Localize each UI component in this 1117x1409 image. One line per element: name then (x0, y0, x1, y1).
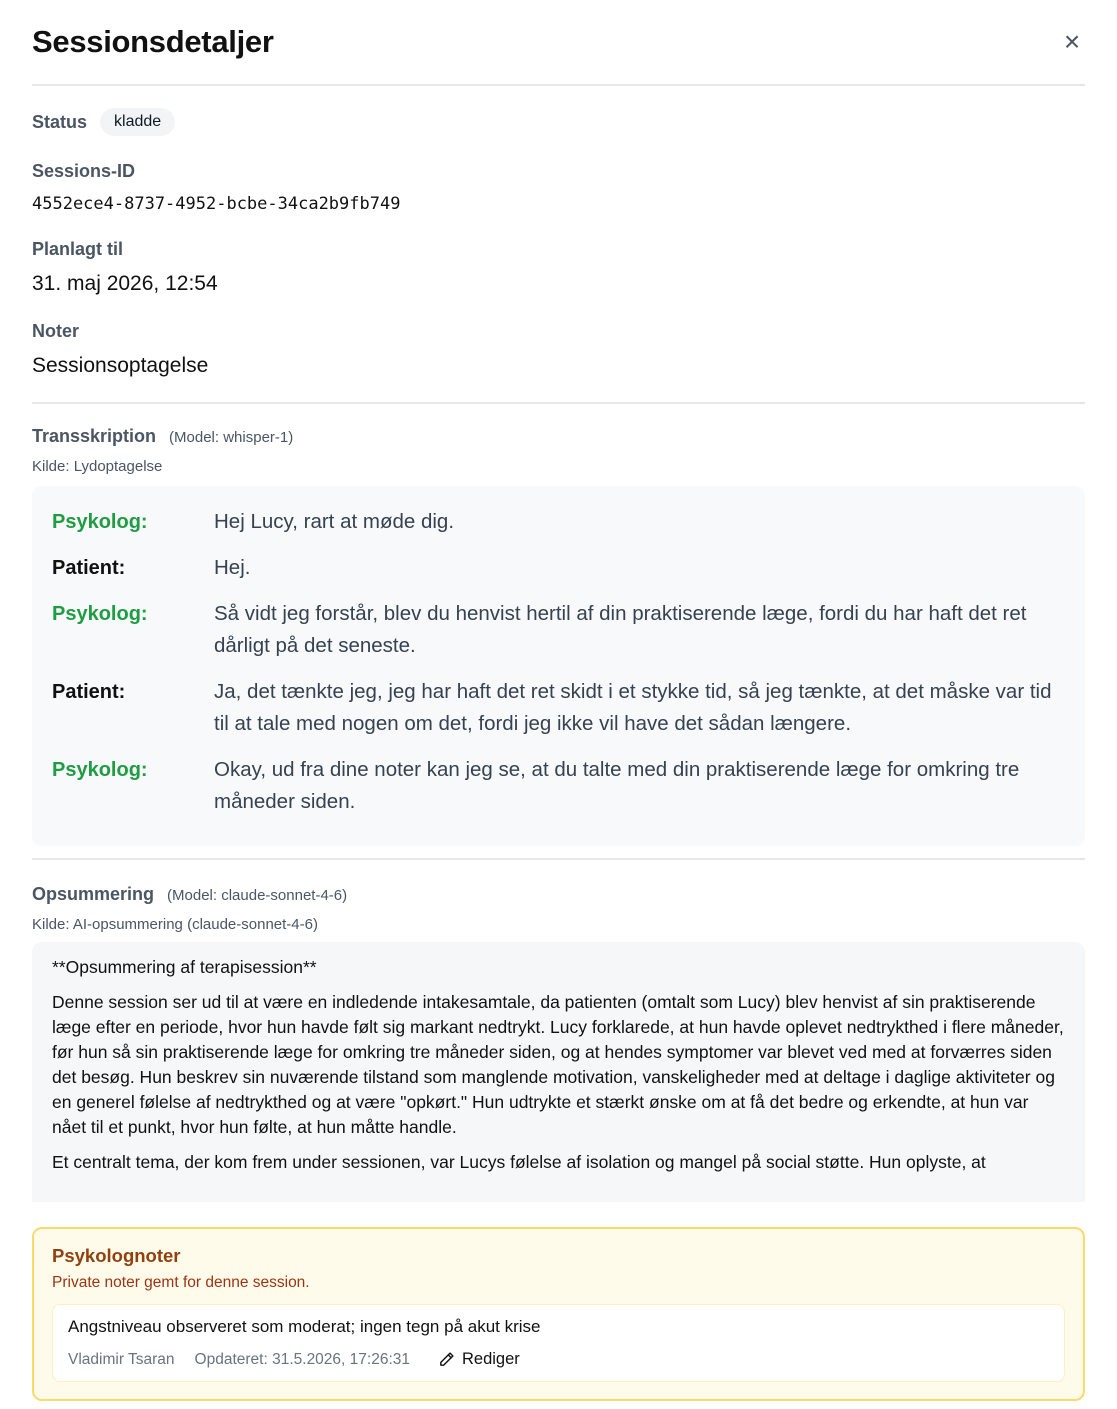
status-field (32, 108, 1085, 136)
speaker-label: Psykolog: (52, 759, 148, 781)
transcription-title: Transskription (32, 426, 157, 446)
transcript-turn (52, 754, 1065, 818)
speaker-label: Psykolog: (52, 511, 148, 533)
note-meta (68, 1350, 1049, 1369)
dialog-title: Sessionsdetaljer (32, 24, 274, 59)
utterance-text: Så vidt jeg forstår, blev du henvist hertil af din praktiserende læge, fordi du har haft det ret dårligt på det seneste. (214, 602, 1027, 657)
status-badge: kladde (100, 108, 175, 136)
note-card (52, 1304, 1065, 1382)
transcript-box (32, 486, 1085, 846)
notes-field (32, 321, 1085, 378)
summary-paragraph: Denne session ser ud til at være en indledende intakesamtale, da patienten (omtalt som Lucy) blev henvist af sin praktiserende læge efter en periode, hvor hun havde følt sig markant nedtrykt. Lucy forklarede, at hun havde oplevet nedtrykthed i flere måneder, før hun så sin praktiserende læge for omkring tre måneder siden, og at hendes symptomer var blevet ved med at forværres siden det besøg. Hun beskrev sin nuværende tilstand som manglende motivation, vanskeligheder med at deltage i daglige aktiviteter og en generel følelse af nedtrykthed og at være "opkørt." Hun udtrykte et stærkt ønske om at få det bedre og erkendte, at hun var nået til et punkt, hvor hun følte, at hun måtte handle. (52, 992, 1064, 1137)
psychologist-notes-subtitle: Private noter gemt for denne session. (52, 1274, 310, 1291)
utterance-text: Hej. (214, 556, 251, 579)
summary-box[interactable] (32, 942, 1085, 1202)
summary-paragraph: Et centralt tema, der kom frem under sessionen, var Lucys følelse af isolation og mangel på social støtte. Hun oplyste, at (52, 1152, 986, 1172)
utterance-text: Ja, det tænkte jeg, jeg har haft det ret skidt i et stykke tid, så jeg tænkte, at det måske var tid til at tale med nogen om det, fordi jeg ikke vil have det sådan længere. (214, 680, 1052, 735)
transcript-turn (52, 598, 1065, 662)
speaker-label: Patient: (52, 681, 126, 703)
pencil-icon (438, 1351, 455, 1368)
session-id-value: 4552ece4-8737-4952-bcbe-34ca2b9fb749 (32, 194, 401, 214)
session-id-label: Sessions-ID (32, 161, 136, 181)
transcription-header (32, 426, 1085, 447)
status-label: Status (32, 111, 88, 132)
summary-model: (Model: claude-sonnet-4-6) (167, 887, 348, 904)
edit-note-label: Rediger (462, 1350, 520, 1368)
summary-section (32, 884, 1085, 1202)
edit-note-button[interactable] (438, 1350, 520, 1369)
note-updated: Opdateret: 31.5.2026, 17:26:31 (194, 1350, 410, 1368)
session-id-field (32, 161, 1085, 214)
summary-header (32, 884, 1085, 905)
transcript-turn (52, 506, 1065, 538)
note-text: Angstniveau observeret som moderat; ingen tegn på akut krise (68, 1317, 541, 1336)
transcription-model: (Model: whisper-1) (169, 429, 294, 446)
transcription-source: Kilde: Lydoptagelse (32, 458, 163, 475)
speaker-label: Patient: (52, 557, 126, 579)
notes-value: Sessionsoptagelse (32, 354, 209, 377)
utterance-text: Okay, ud fra dine noter kan jeg se, at du talte med din praktiserende læge for omkring tre måneder siden. (214, 758, 1020, 813)
divider (32, 858, 1085, 860)
utterance-text: Hej Lucy, rart at møde dig. (214, 510, 455, 533)
transcription-section (32, 426, 1085, 846)
scheduled-field (32, 239, 1085, 296)
speaker-label: Psykolog: (52, 603, 148, 625)
scheduled-value: 31. maj 2026, 12:54 (32, 272, 218, 295)
note-author: Vladimir Tsaran (68, 1350, 175, 1368)
divider (32, 402, 1085, 404)
summary-heading: **Opsummering af terapisession** (52, 957, 317, 977)
scheduled-label: Planlagt til (32, 239, 124, 259)
summary-title: Opsummering (32, 884, 155, 904)
close-icon[interactable]: × (1063, 26, 1081, 57)
transcript-turn (52, 552, 1065, 584)
psychologist-notes-panel (32, 1227, 1085, 1401)
notes-label: Noter (32, 321, 80, 341)
transcript-turn (52, 676, 1065, 740)
dialog-header (32, 0, 1085, 86)
psychologist-notes-title: Psykolognoter (52, 1245, 181, 1266)
summary-source: Kilde: AI-opsummering (claude-sonnet-4-6) (32, 916, 318, 933)
